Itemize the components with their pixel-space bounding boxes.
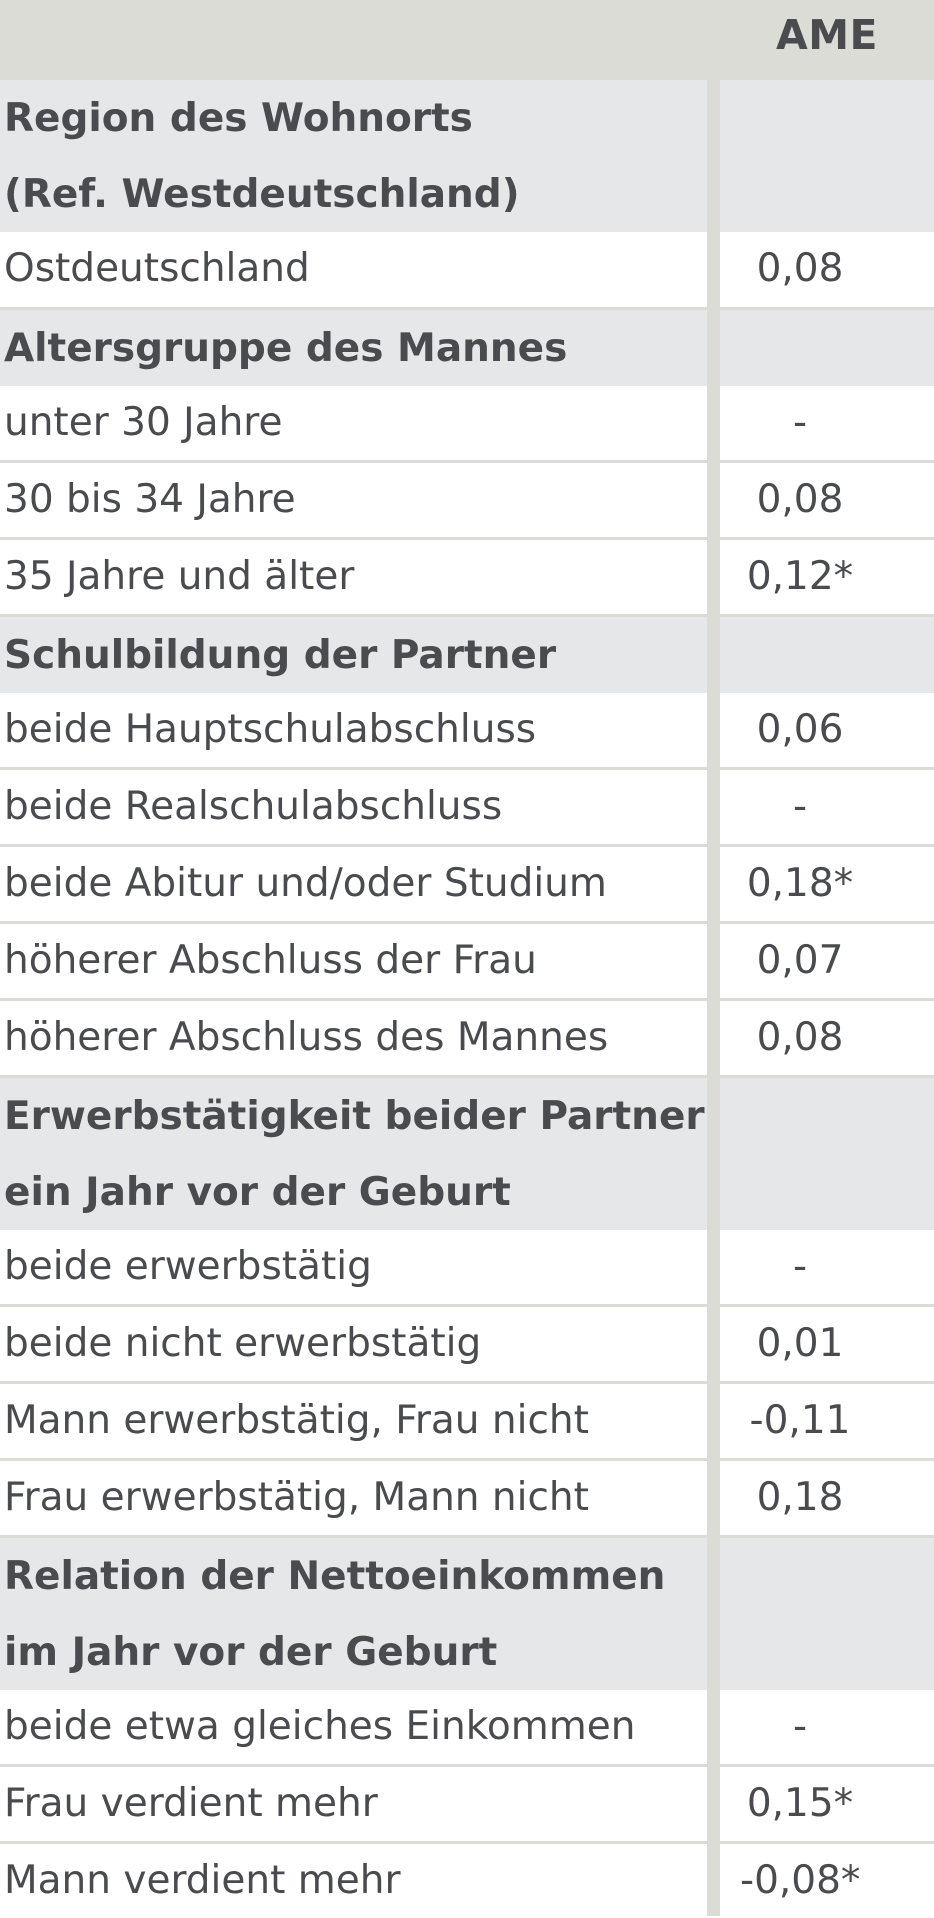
row-value: - xyxy=(792,400,808,445)
row-label: beide Abitur und/oder Studium xyxy=(4,861,607,906)
section-label-line1: Region des Wohnorts xyxy=(4,96,473,141)
row-label: beide erwerbstätig xyxy=(4,1244,372,1289)
row-value: 0,18 xyxy=(756,1475,844,1520)
row-label: Mann erwerbstätig, Frau nicht xyxy=(4,1398,589,1443)
table-header xyxy=(0,0,934,80)
section-label-line1: Erwerbstätigkeit beider Partner xyxy=(4,1094,705,1139)
section-label: Schulbildung der Partner xyxy=(4,633,557,678)
table-row xyxy=(0,924,934,1001)
section-label-line2: ein Jahr vor der Geburt xyxy=(4,1170,511,1215)
section-label-line1: Relation der Nettoeinkommen xyxy=(4,1554,666,1599)
table-row xyxy=(0,770,934,847)
row-value: - xyxy=(792,784,808,829)
row-value: - xyxy=(792,1704,808,1749)
section-row-income xyxy=(0,1538,934,1690)
row-label: Frau verdient mehr xyxy=(4,1781,378,1826)
row-value: 0,01 xyxy=(756,1321,844,1366)
table-row xyxy=(0,1767,934,1844)
table-row xyxy=(0,1690,934,1767)
row-label: unter 30 Jahre xyxy=(4,400,283,445)
row-value: -0,08* xyxy=(740,1858,861,1903)
row-label: beide Hauptschulabschluss xyxy=(4,707,537,752)
row-label: Ostdeutschland xyxy=(4,246,310,291)
row-value: 0,08 xyxy=(756,1015,844,1060)
column-header-ame: AME xyxy=(775,11,879,59)
section-row-region xyxy=(0,80,934,232)
table-row xyxy=(0,1307,934,1384)
row-value: -0,11 xyxy=(749,1398,851,1443)
table-row xyxy=(0,1461,934,1538)
row-label: höherer Abschluss der Frau xyxy=(4,938,537,983)
row-label: beide nicht erwerbstätig xyxy=(4,1321,482,1366)
row-value: 0,18* xyxy=(746,861,854,906)
row-value: 0,08 xyxy=(756,477,844,522)
row-value: 0,08 xyxy=(756,246,844,291)
section-row-employment xyxy=(0,1078,934,1230)
row-label: Mann verdient mehr xyxy=(4,1858,401,1903)
row-value: - xyxy=(792,1244,808,1289)
section-row-education xyxy=(0,617,934,693)
column-divider xyxy=(707,80,720,1916)
row-value: 0,15* xyxy=(746,1781,854,1826)
table-row xyxy=(0,1384,934,1461)
section-row-age xyxy=(0,310,934,386)
section-label-line2: (Ref. Westdeutschland) xyxy=(4,172,520,217)
row-label: beide etwa gleiches Einkommen xyxy=(4,1704,636,1749)
row-label: höherer Abschluss des Mannes xyxy=(4,1015,609,1060)
row-value: 0,06 xyxy=(756,707,844,752)
table-row xyxy=(0,463,934,540)
row-value: 0,07 xyxy=(756,938,844,983)
table-row xyxy=(0,232,934,310)
table-row xyxy=(0,540,934,617)
table-row xyxy=(0,693,934,770)
table-row xyxy=(0,386,934,463)
section-label: Altersgruppe des Mannes xyxy=(4,326,568,371)
row-label: Frau erwerbstätig, Mann nicht xyxy=(4,1475,589,1520)
row-label: beide Realschulabschluss xyxy=(4,784,503,829)
row-label: 30 bis 34 Jahre xyxy=(4,477,296,522)
table-row xyxy=(0,1844,934,1916)
table-row xyxy=(0,1230,934,1307)
row-label: 35 Jahre und älter xyxy=(4,554,355,599)
section-label-line2: im Jahr vor der Geburt xyxy=(4,1630,498,1675)
table-row xyxy=(0,1001,934,1078)
row-value: 0,12* xyxy=(746,554,854,599)
table-row xyxy=(0,847,934,924)
